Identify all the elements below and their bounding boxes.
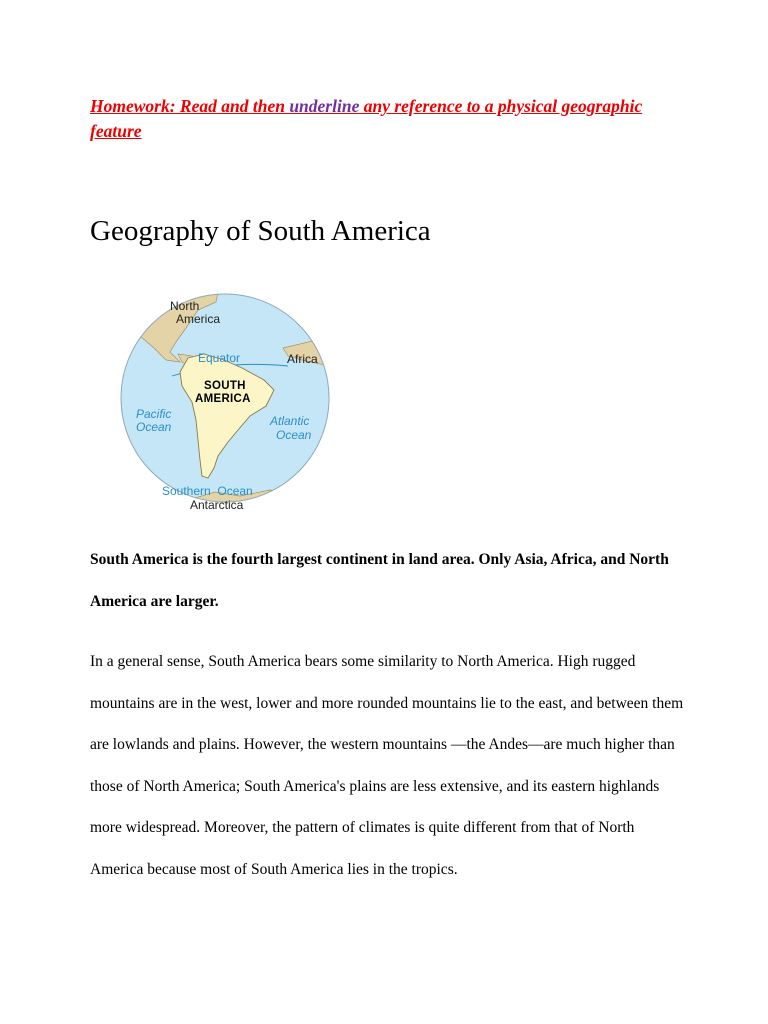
label-south: SOUTH	[204, 380, 246, 392]
label-atlantic: Atlantic	[270, 414, 310, 428]
label-north: North	[170, 299, 200, 313]
label-atlantic-ocean: Ocean	[276, 428, 312, 442]
label-pacific-ocean: Ocean	[136, 420, 172, 434]
label-south-america: AMERICA	[195, 393, 251, 405]
label-pacific: Pacific	[136, 407, 172, 421]
label-africa: Africa	[287, 352, 318, 366]
homework-suffix: any reference to a physical geographic feature	[90, 96, 643, 141]
homework-instruction	[90, 94, 650, 144]
label-america: America	[176, 312, 221, 326]
page-title: Geography of South America	[90, 215, 431, 247]
homework-underline-word: underline	[289, 96, 360, 116]
south-america-globe-map	[120, 280, 330, 520]
intro-paragraph: South America is the fourth largest continent in land area. Only Asia, Africa, and North America are larger.	[90, 551, 669, 610]
label-equator: Equator	[198, 351, 241, 365]
body-paragraph: In a general sense, South America bears some similarity to North America. High rugged mountains are in the west, lower and more rounded mountains lie to the east, and between them are lowlands and plains. However, the western mountains —the Andes—are much higher than those of North America; South America's plains are less extensive, and its eastern highlands more widespread. Moreover, the pattern of climates is quite different from that of North America because most of South America lies in the tropics.	[90, 653, 684, 878]
homework-prefix: Homework: Read and then	[90, 96, 290, 116]
label-southern-ocean: Southern Ocean	[162, 484, 253, 498]
label-antarctica: Antarctica	[190, 498, 244, 512]
